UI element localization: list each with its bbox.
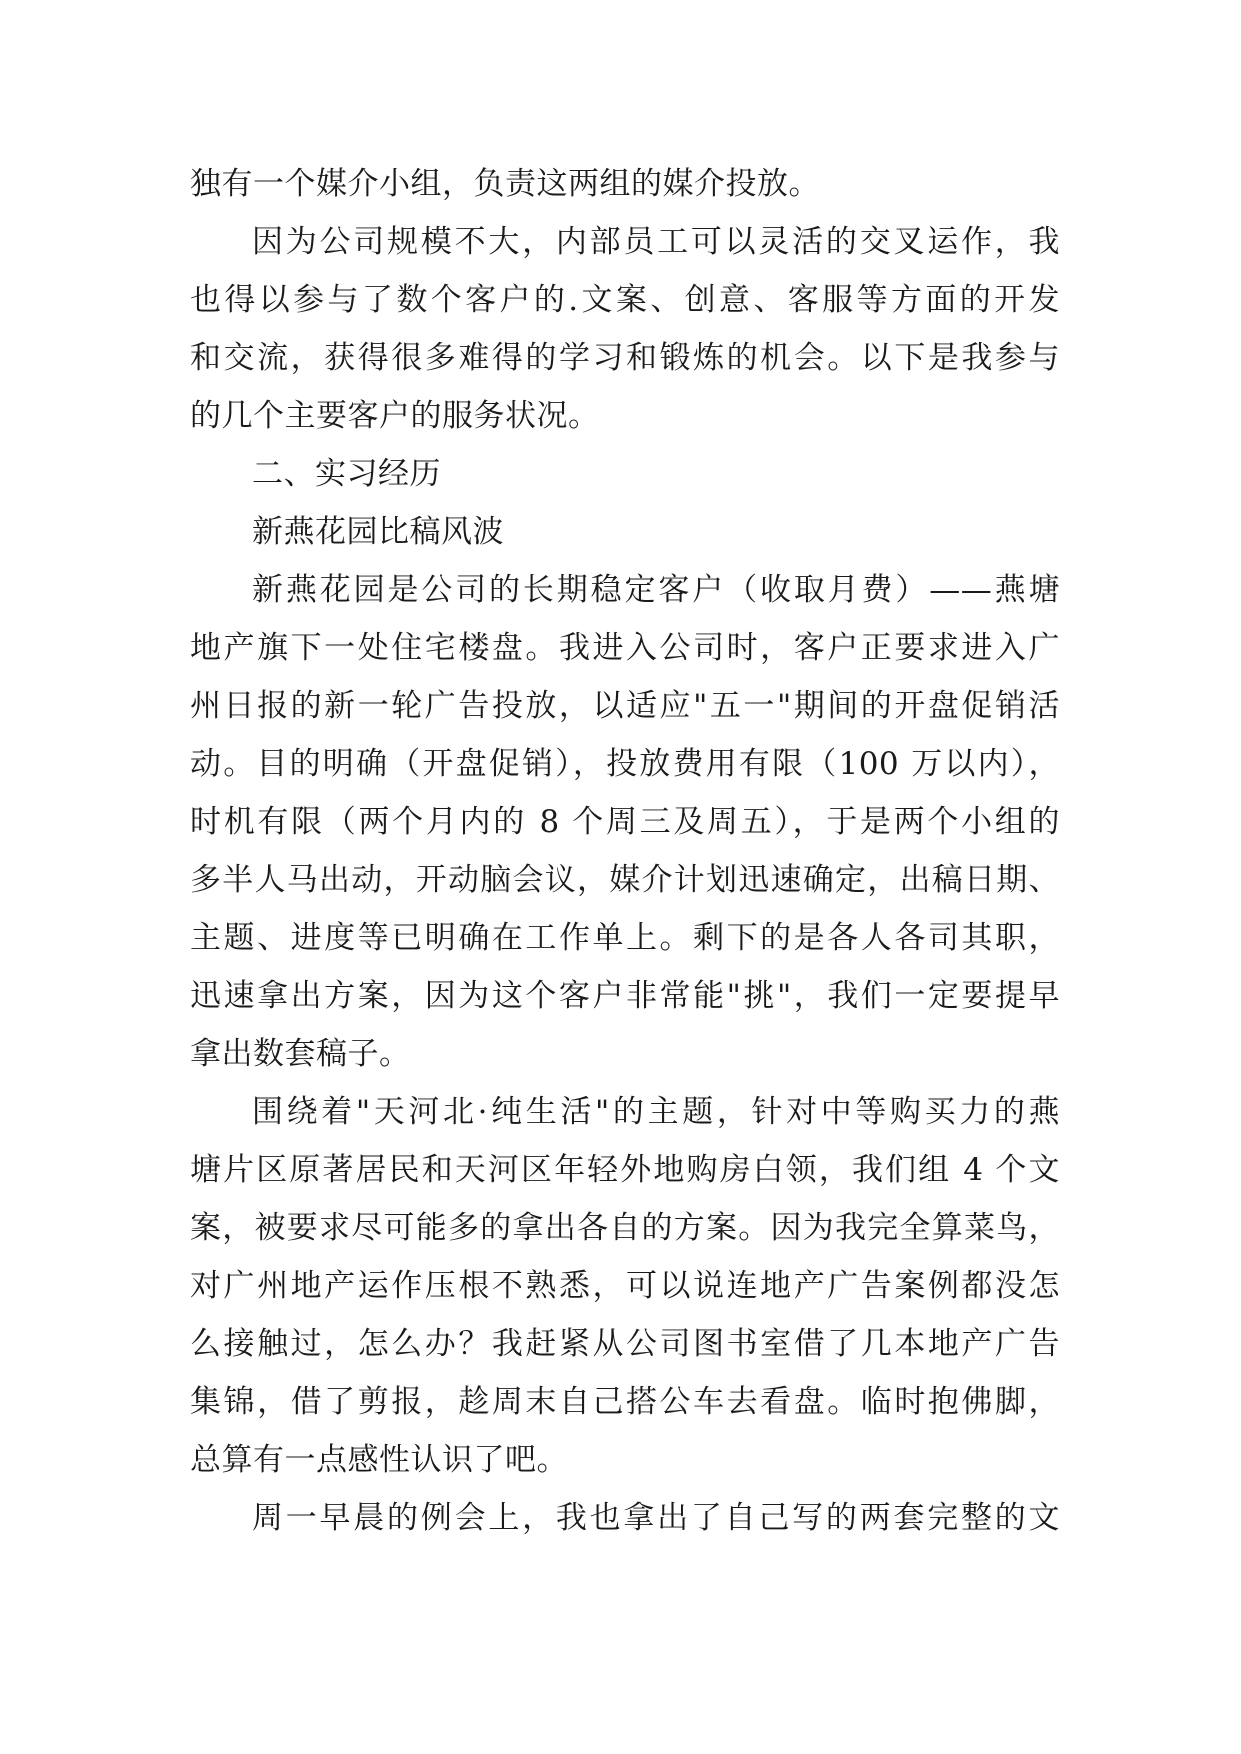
text-line: 因为公司规模不大，内部员工可以灵活的交叉运作，我 xyxy=(252,224,1060,260)
text-line: 么接触过，怎么办？我赶紧从公司图书室借了几本地产广告 xyxy=(190,1326,1060,1362)
text-line: 也得以参与了数个客户的.文案、创意、客服等方面的开发 xyxy=(190,282,1060,318)
text-line: 州日报的新一轮广告投放，以适应"五一"期间的开盘促销活 xyxy=(190,688,1060,724)
text-line: 对广州地产运作压根不熟悉，可以说连地产广告案例都没怎 xyxy=(190,1268,1060,1304)
text-line: 迅速拿出方案，因为这个客户非常能"挑"，我们一定要提早 xyxy=(190,978,1060,1014)
text-line: 和交流，获得很多难得的学习和锻炼的机会。以下是我参与 xyxy=(190,340,1060,376)
body-text xyxy=(190,155,1060,1547)
text-line: 围绕着"天河北·纯生活"的主题，针对中等购买力的燕 xyxy=(252,1094,1060,1130)
text-line: 二、实习经历 xyxy=(252,456,441,492)
text-line: 新燕花园比稿风波 xyxy=(252,514,504,550)
text-line: 拿出数套稿子。 xyxy=(190,1036,411,1072)
text-line: 的几个主要客户的服务状况。 xyxy=(190,398,600,434)
text-line: 周一早晨的例会上，我也拿出了自己写的两套完整的文 xyxy=(252,1500,1060,1536)
text-line: 时机有限（两个月内的 8 个周三及周五），于是两个小组的 xyxy=(190,804,1060,840)
text-line: 多半人马出动，开动脑会议，媒介计划迅速确定，出稿日期、 xyxy=(190,862,1060,898)
text-line: 集锦，借了剪报，趁周末自己搭公车去看盘。临时抱佛脚， xyxy=(190,1384,1060,1420)
text-line: 案，被要求尽可能多的拿出各自的方案。因为我完全算菜鸟， xyxy=(190,1210,1060,1246)
text-line: 动。目的明确（开盘促销），投放费用有限（100 万以内）， xyxy=(190,746,1060,782)
text-line: 塘片区原著居民和天河区年轻外地购房白领，我们组 4 个文 xyxy=(190,1152,1060,1188)
text-line: 独有一个媒介小组，负责这两组的媒介投放。 xyxy=(190,166,820,202)
text-line: 新燕花园是公司的长期稳定客户（收取月费）——燕塘 xyxy=(252,572,1060,608)
text-line: 总算有一点感性认识了吧。 xyxy=(190,1442,568,1478)
text-line: 地产旗下一处住宅楼盘。我进入公司时，客户正要求进入广 xyxy=(190,630,1060,666)
text-line: 主题、进度等已明确在工作单上。剩下的是各人各司其职， xyxy=(190,920,1060,956)
